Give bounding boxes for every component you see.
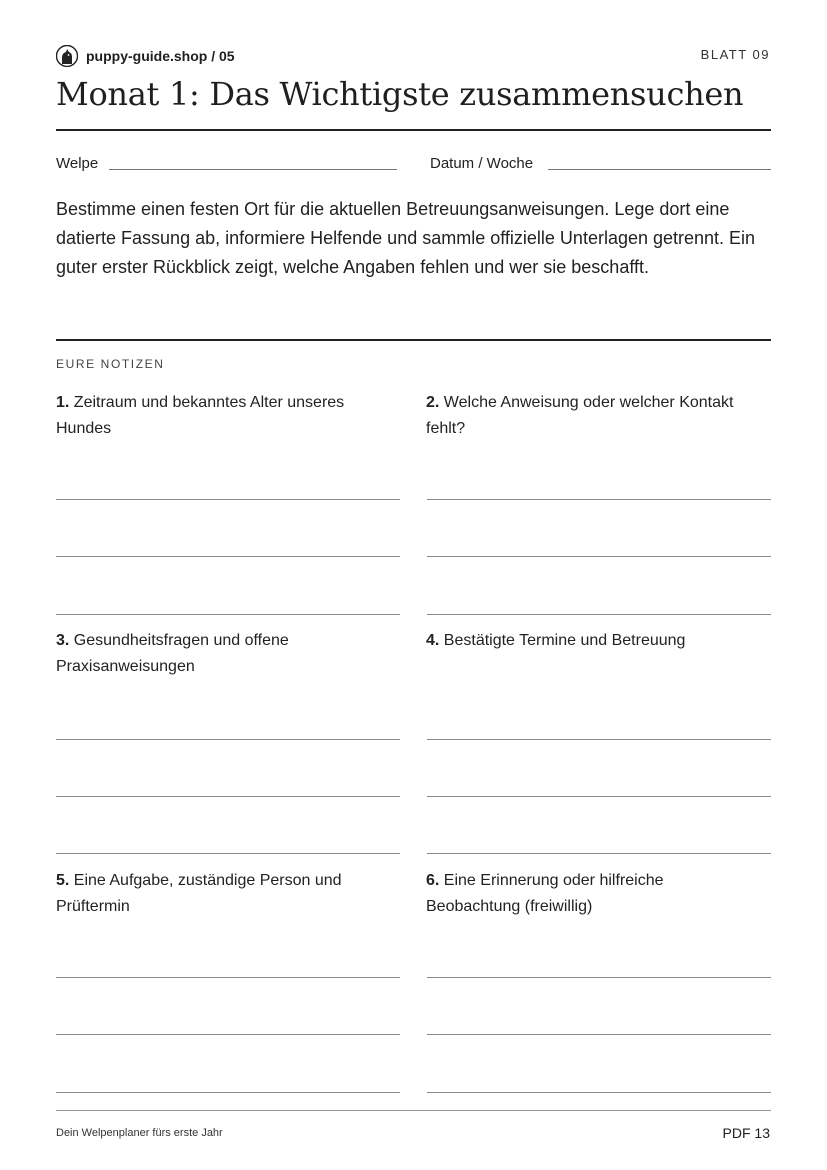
answer-line-q1[interactable] xyxy=(56,556,400,557)
question-text: Eine Aufgabe, zuständige Person und Prüftermin xyxy=(56,872,342,915)
question-number: 1. xyxy=(56,394,70,411)
question-text: Gesundheitsfragen und offene Praxisanweisungen xyxy=(56,632,289,675)
intro-text: Bestimme einen festen Ort für die aktuellen Betreuungsanweisungen. Lege dort eine datierte Fassung ab, informiere Helfende und sammle offizielle Unterlagen getrennt. Ein guter erster Rückblick zeigt, welche Angaben fehlen und wer sie beschafft. xyxy=(56,199,756,277)
question-number: 5. xyxy=(56,872,70,889)
answer-line-q4[interactable] xyxy=(427,739,771,740)
page-title: Monat 1: Das Wichtigste zusammensuchen xyxy=(56,75,744,113)
answer-line-q3[interactable] xyxy=(56,796,400,797)
brand-text: puppy-guide.shop / 05 xyxy=(86,48,235,64)
question-6 xyxy=(426,868,756,920)
question-number: 4. xyxy=(426,632,440,649)
footer-title: Dein Welpenplaner fürs erste Jahr xyxy=(56,1127,223,1139)
answer-line-q2[interactable] xyxy=(427,499,771,500)
question-text: Welche Anweisung oder welcher Kontakt fehlt? xyxy=(426,394,734,437)
sheet-number: BLATT 09 xyxy=(700,47,770,62)
question-number: 3. xyxy=(56,632,70,649)
answer-line-q5[interactable] xyxy=(56,1034,400,1035)
notes-section-label: EURE NOTIZEN xyxy=(56,357,165,371)
question-3 xyxy=(56,628,386,680)
answer-line-q1[interactable] xyxy=(56,499,400,500)
answer-line-q3[interactable] xyxy=(56,739,400,740)
question-number: 2. xyxy=(426,394,440,411)
puppy-field[interactable] xyxy=(109,169,397,170)
question-4 xyxy=(426,628,756,654)
answer-line-q6[interactable] xyxy=(427,1092,771,1093)
puppy-label: Welpe xyxy=(56,155,99,172)
question-text: Zeitraum und bekanntes Alter unseres Hundes xyxy=(56,394,345,437)
answer-line-q4[interactable] xyxy=(427,796,771,797)
question-number: 6. xyxy=(426,872,440,889)
date-label: Datum / Woche xyxy=(430,155,534,172)
answer-line-q3[interactable] xyxy=(56,853,400,854)
brand xyxy=(56,44,235,68)
answer-line-q6[interactable] xyxy=(427,1034,771,1035)
answer-line-q4[interactable] xyxy=(427,853,771,854)
answer-line-q6[interactable] xyxy=(427,977,771,978)
dog-silhouette-icon xyxy=(56,45,78,67)
question-text: Bestätigte Termine und Betreuung xyxy=(443,632,686,649)
question-text: Eine Erinnerung oder hilfreiche Beobachtung (freiwillig) xyxy=(426,872,664,915)
answer-line-q5[interactable] xyxy=(56,1092,400,1093)
footer-divider xyxy=(56,1110,771,1111)
answer-line-q1[interactable] xyxy=(56,614,400,615)
page-number: PDF 13 xyxy=(722,1125,770,1141)
question-2 xyxy=(426,390,756,442)
answer-line-q2[interactable] xyxy=(427,614,771,615)
date-field[interactable] xyxy=(548,169,771,170)
question-5 xyxy=(56,868,386,920)
answer-line-q5[interactable] xyxy=(56,977,400,978)
question-1 xyxy=(56,390,386,442)
intro-divider xyxy=(56,339,771,341)
title-divider xyxy=(56,129,771,131)
answer-line-q2[interactable] xyxy=(427,556,771,557)
